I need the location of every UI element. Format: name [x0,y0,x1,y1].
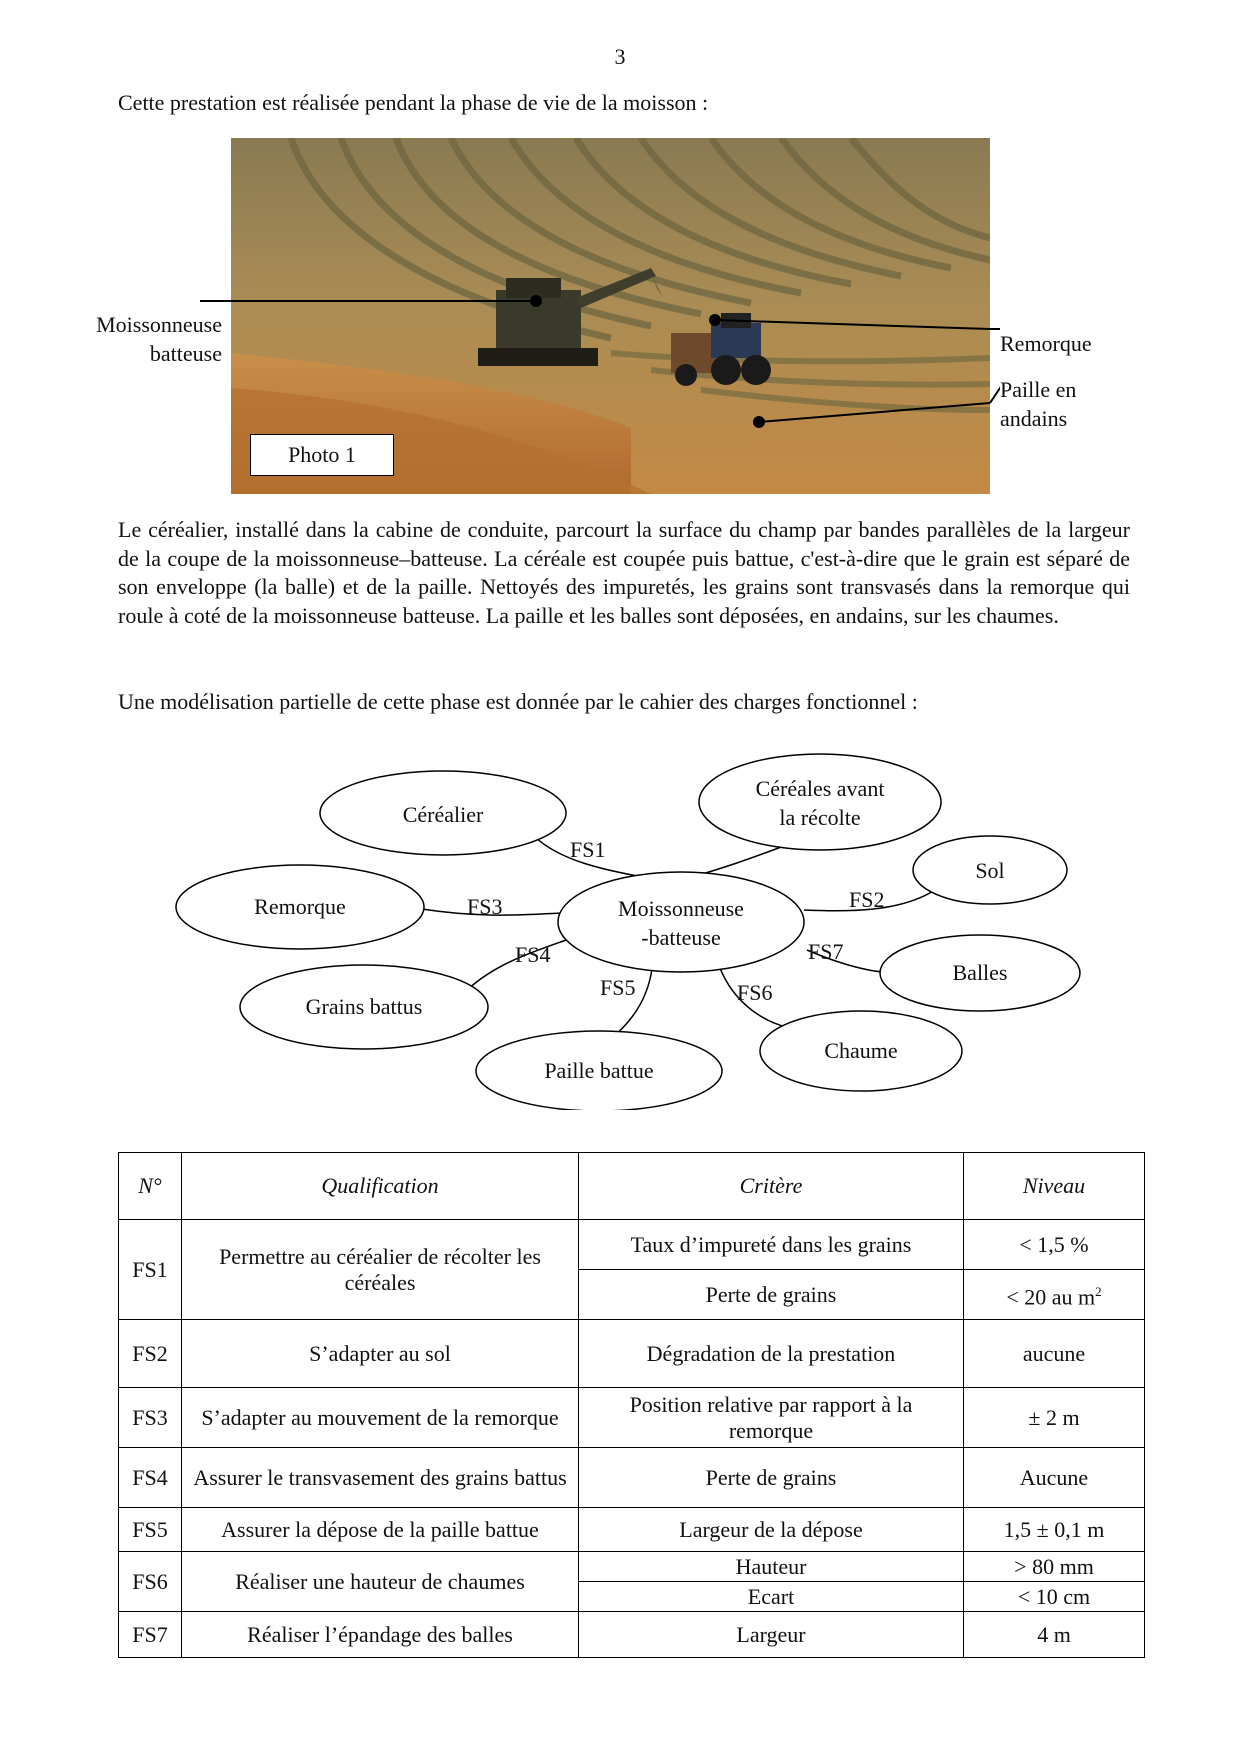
fs1-qualification: Permettre au céréalier de récolter les céréales [182,1220,579,1320]
fs4-num: FS4 [119,1448,182,1508]
table-row-fs5 [119,1508,1145,1552]
fs1-critere-b: Perte de grains [579,1270,964,1320]
node-sol: Sol [975,858,1005,883]
fs1-niveau-b-sup: 2 [1095,1283,1102,1299]
fs7-num: FS7 [119,1612,182,1658]
label-straw-line2: andains [1000,406,1068,431]
photo-leader-lines [200,300,1000,420]
fs2-niveau: aucune [964,1320,1145,1388]
fs6-critere-b: Ecart [579,1582,964,1612]
label-harvester-line1: Moissonneuse [96,312,222,337]
table-row-fs4 [119,1448,1145,1508]
table-row-fs1 [119,1220,1145,1270]
table-row-fs6 [119,1552,1145,1582]
description-paragraph: Le céréalier, installé dans la cabine de conduite, parcourt la surface du champ par bandes parallèles de la largeur de la coupe de la moissonneuse–batteuse. La céréale est coupée puis battue, c'est-à-dire que le grain est séparé de son enveloppe (la balle) et de la paille. Nettoyés des impuretés, les grains sont transvasés dans la remorque qui roule à coté de la moissonneuse batteuse. La paille et les balles sont déposées, en andains, sur les chaumes. [118,517,1130,628]
fs6-niveau-b: < 10 cm [964,1582,1145,1612]
header-qualification: Qualification [182,1153,579,1220]
fs7-niveau: 4 m [964,1612,1145,1658]
node-paille: Paille battue [544,1058,654,1083]
fs7-qualification: Réaliser l’épandage des balles [182,1612,579,1658]
node-cereales-line2: la récolte [779,805,861,830]
fs1-niveau-b-value: < 20 au m [1006,1284,1096,1310]
diagram-ellipses [176,754,1080,1110]
header-num: N° [119,1153,182,1220]
node-center-ellipse [558,872,804,972]
table-row-fs7 [119,1612,1145,1658]
photo-badge: Photo 1 [250,434,394,476]
fs6-num: FS6 [119,1552,182,1612]
node-center-line1: Moissonneuse [618,896,744,921]
page-number: 3 [614,44,626,69]
fs3-qualification: S’adapter au mouvement de la remorque [182,1388,579,1448]
node-center-line2: -batteuse [641,925,721,950]
node-cereales-line1: Céréales avant [755,776,885,801]
fs1-critere-a: Taux d’impureté dans les grains [579,1220,964,1270]
fs5-critere: Largeur de la dépose [579,1508,964,1552]
edge-fs4: FS4 [515,942,551,967]
fs6-qualification: Réaliser une hauteur de chaumes [182,1552,579,1612]
fs2-qualification: S’adapter au sol [182,1320,579,1388]
fs5-num: FS5 [119,1508,182,1552]
node-balles: Balles [952,960,1008,985]
edge-fs1: FS1 [570,837,606,862]
header-niveau: Niveau [964,1153,1145,1220]
fs-table [118,1152,1145,1658]
fs1-num: FS1 [119,1220,182,1320]
node-cerealier: Céréalier [402,802,484,827]
label-harvester-line2: batteuse [149,341,222,366]
node-remorque: Remorque [254,894,346,919]
edge-fs7: FS7 [808,939,844,964]
intro-text: Cette prestation est réalisée pendant la phase de vie de la moisson : [118,90,709,115]
edge-fs2: FS2 [849,887,885,912]
model-intro-text: Une modélisation partielle de cette phase est donnée par le cahier des charges fonctionnel : [118,689,918,714]
fs3-num: FS3 [119,1388,182,1448]
table-row-fs3 [119,1388,1145,1448]
fs2-num: FS2 [119,1320,182,1388]
node-grains: Grains battus [305,994,423,1019]
fs6-critere-a: Hauteur [579,1552,964,1582]
edge-fs5: FS5 [600,975,636,1000]
table-row-fs2 [119,1320,1145,1388]
fs5-niveau: 1,5 ± 0,1 m [964,1508,1145,1552]
fs1-niveau-a: < 1,5 % [964,1220,1145,1270]
edge-fs6: FS6 [737,980,773,1005]
fs4-critere: Perte de grains [579,1448,964,1508]
functional-diagram [0,740,1240,1110]
label-harvester [60,310,222,368]
label-straw [1000,375,1120,433]
fs1-niveau-b [964,1270,1145,1320]
node-chaume: Chaume [824,1038,898,1063]
edge-fs3: FS3 [467,894,503,919]
fs4-qualification: Assurer le transvasement des grains battus [182,1448,579,1508]
header-critere: Critère [579,1153,964,1220]
fs3-niveau: ± 2 m [964,1388,1145,1448]
fs5-qualification: Assurer la dépose de la paille battue [182,1508,579,1552]
table-header-row [119,1153,1145,1220]
label-straw-line1: Paille en [1000,377,1077,402]
fs3-critere: Position relative par rapport à la remorque [579,1388,964,1448]
node-cereales-ellipse [699,754,941,850]
fs4-niveau: Aucune [964,1448,1145,1508]
fs7-critere: Largeur [579,1612,964,1658]
fs6-niveau-a: > 80 mm [964,1552,1145,1582]
fs2-critere: Dégradation de la prestation [579,1320,964,1388]
label-trailer: Remorque [1000,331,1092,356]
